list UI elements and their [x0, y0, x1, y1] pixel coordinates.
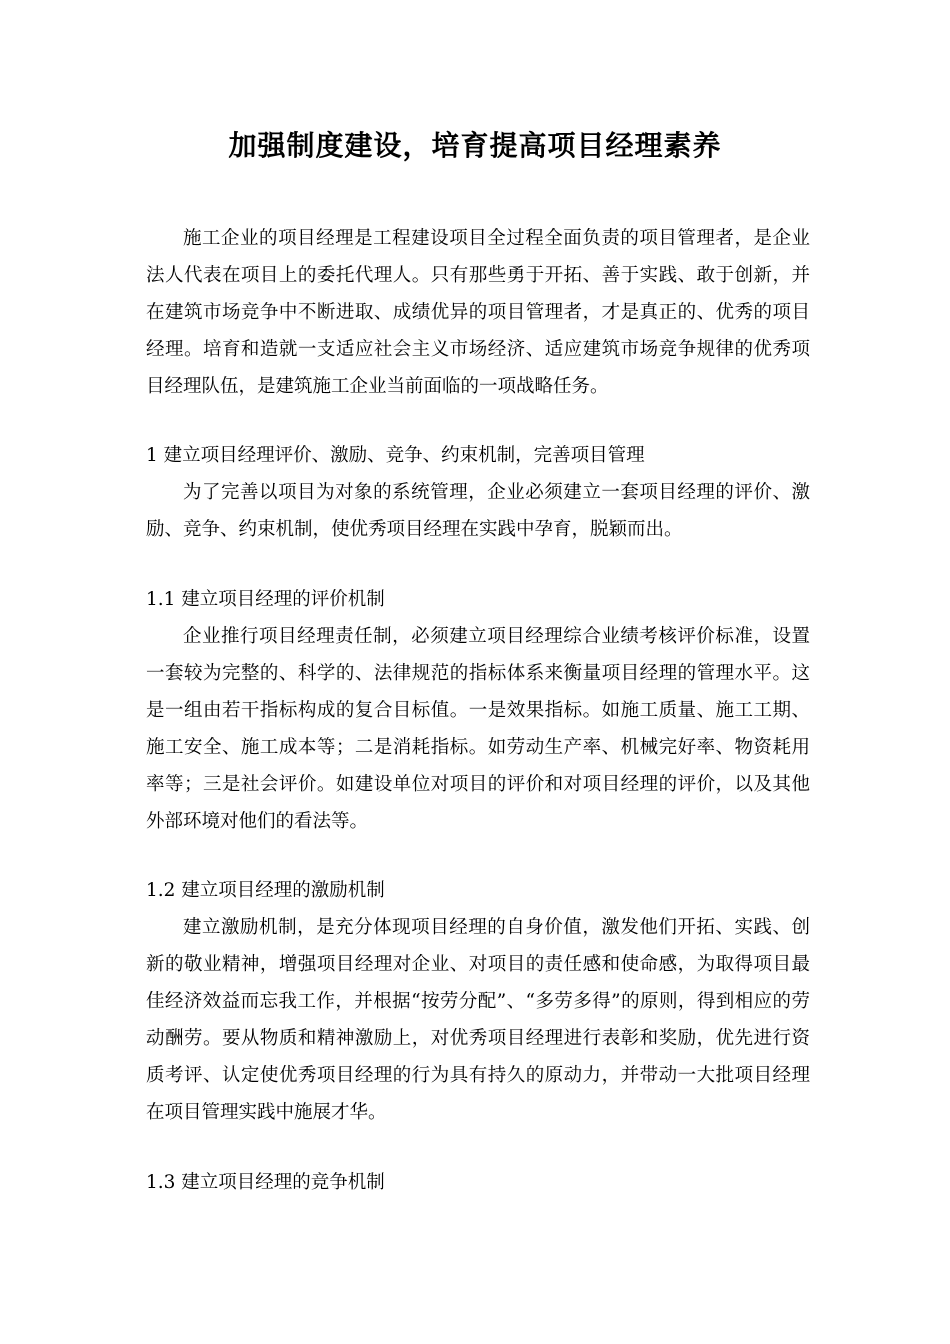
section-heading-1: 1 建立项目经理评价、激励、竞争、约束机制，完善项目管理 — [146, 445, 645, 466]
section-paragraph-1-1: 企业推行项目经理责任制，必须建立项目经理综合业绩考核评价标准，设置一套较为完整的、科学的、法律规范的指标体系来衡量项目经理的管理水平。这是一组由若干指标构成的复合目标值。一是效果指标。如施工质量、施工工期、施工安全、施工成本等；二是消耗指标。如劳动生产率、机械完好率、物资耗用率等；三是社会评价。如建设单位对项目的评价和对项目经理的评价，以及其他外部环境对他们的看法等。 — [146, 626, 810, 832]
section-paragraph-1: 为了完善以项目为对象的系统管理，企业必须建立一套项目经理的评价、激励、竞争、约束机制，使优秀项目经理在实践中孕育，脱颖而出。 — [146, 482, 810, 540]
section-paragraph-1-2: 建立激励机制，是充分体现项目经理的自身价值，激发他们开拓、实践、创新的敬业精神，增强项目经理对企业、对项目的责任感和使命感，为取得项目最佳经济效益而忘我工作，并根据“按劳分配”、“多劳多得”的原则，得到相应的劳动酬劳。要从物质和精神激励上，对优秀项目经理进行表彰和奖励，优先进行资质考评、认定使优秀项目经理的行为具有持久的原动力，并带动一大批项目经理在项目管理实践中施展才华。 — [146, 917, 810, 1123]
document-title: 加强制度建设，培育提高项目经理素养 — [228, 129, 722, 162]
section-heading-1-3: 1.3 建立项目经理的竞争机制 — [146, 1172, 385, 1193]
intro-paragraph: 施工企业的项目经理是工程建设项目全过程全面负责的项目管理者，是企业法人代表在项目上的委托代理人。只有那些勇于开拓、善于实践、敢于创新，并在建筑市场竞争中不断进取、成绩优异的项目管理者，才是真正的、优秀的项目经理。培育和造就一支适应社会主义市场经济、适应建筑市场竞争规律的优秀项目经理队伍，是建筑施工企业当前面临的一项战略任务。 — [146, 228, 810, 397]
section-heading-1-1: 1.1 建立项目经理的评价机制 — [146, 589, 385, 610]
section-heading-1-2: 1.2 建立项目经理的激励机制 — [146, 880, 385, 901]
